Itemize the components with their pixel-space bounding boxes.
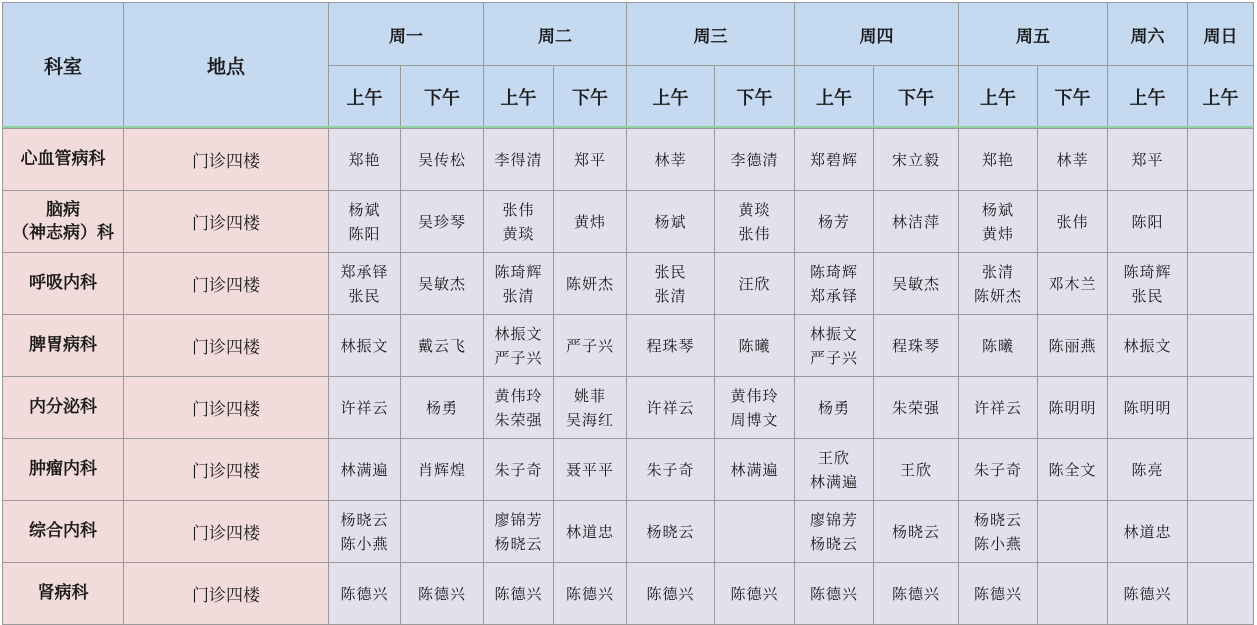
doctor-name: 郑承铎 (809, 286, 858, 305)
doctor-cell (1108, 253, 1188, 315)
doctor-name: 林满遍 (340, 460, 389, 479)
dept-cell (3, 129, 124, 191)
doctor-cell (1188, 129, 1254, 191)
doctor-name: 吴传松 (417, 150, 466, 169)
doctor-name: 张清 (654, 286, 687, 305)
doctor-cell (1038, 315, 1108, 377)
doctor-cell (959, 315, 1038, 377)
doctor-cell (1108, 377, 1188, 439)
doctor-cell (959, 253, 1038, 315)
doctor-cell (627, 253, 715, 315)
am-header: 上午 (329, 66, 401, 129)
schedule-table (2, 2, 1254, 625)
doctor-cell (401, 315, 484, 377)
am-header: 上午 (1188, 66, 1254, 129)
dept-name-line: 呼吸内科 (29, 273, 97, 293)
dept-cell (3, 191, 124, 253)
doctor-name: 陈琦辉 (494, 262, 543, 281)
doctor-name: 杨晓云 (494, 534, 543, 553)
doctor-name: 陈明明 (1048, 398, 1097, 417)
doctor-name: 黄琰 (738, 200, 771, 219)
doctor-name: 郑碧辉 (809, 150, 858, 169)
header-divider (2, 126, 1254, 128)
doctor-cell (874, 501, 959, 563)
doctor-name: 张清 (502, 286, 535, 305)
doctor-cell (484, 315, 554, 377)
doctor-cell (795, 439, 874, 501)
doctor-cell (484, 439, 554, 501)
doctor-cell (627, 191, 715, 253)
doctor-cell (1108, 563, 1188, 625)
doctor-cell (627, 439, 715, 501)
doctor-cell (329, 315, 401, 377)
dept-name-line: 脑病 (46, 199, 80, 220)
doctor-cell (715, 129, 795, 191)
doctor-name: 黄伟玲 (494, 386, 543, 405)
doctor-cell (484, 377, 554, 439)
doctor-name: 杨晓云 (809, 534, 858, 553)
doctor-cell (554, 563, 627, 625)
doctor-name: 林振文 (1123, 336, 1172, 355)
doctor-name: 郑艳 (981, 150, 1014, 169)
doctor-name: 林满遍 (730, 460, 779, 479)
pm-header: 下午 (401, 66, 484, 129)
table-row (3, 191, 1254, 253)
doctor-cell (1038, 129, 1108, 191)
doctor-cell (401, 439, 484, 501)
doctor-name: 郑艳 (348, 150, 381, 169)
day-header-sat: 周六 (1108, 3, 1188, 66)
doctor-name: 陈琦辉 (809, 262, 858, 281)
am-header: 上午 (795, 66, 874, 129)
dept-cell (3, 315, 124, 377)
doctor-name: 严子兴 (809, 348, 858, 367)
table-row (3, 563, 1254, 625)
doctor-cell (401, 191, 484, 253)
doctor-name: 严子兴 (494, 348, 543, 367)
doctor-name: 陈德兴 (494, 584, 543, 603)
doctor-name: 姚菲 (573, 386, 606, 405)
location-cell: 门诊四楼 (124, 439, 329, 501)
doctor-cell (874, 439, 959, 501)
doctor-name: 郑平 (573, 150, 606, 169)
dept-cell (3, 563, 124, 625)
doctor-name: 杨斌 (348, 200, 381, 219)
doctor-name: 陈德兴 (809, 584, 858, 603)
doctor-cell (627, 377, 715, 439)
doctor-name: 林莘 (654, 150, 687, 169)
doctor-name: 朱子奇 (973, 460, 1022, 479)
doctor-cell (795, 253, 874, 315)
doctor-cell (959, 563, 1038, 625)
doctor-name: 廖锦芳 (809, 510, 858, 529)
doctor-cell (715, 253, 795, 315)
doctor-cell (795, 315, 874, 377)
doctor-name: 廖锦芳 (494, 510, 543, 529)
dept-name-line: 综合内科 (29, 521, 97, 541)
doctor-name: 杨勇 (817, 398, 850, 417)
doctor-name: 陈小燕 (340, 534, 389, 553)
doctor-name: 肖辉煌 (417, 460, 466, 479)
doctor-name: 吴海红 (565, 410, 614, 429)
pm-header: 下午 (715, 66, 795, 129)
doctor-name: 黄琰 (502, 224, 535, 243)
am-header: 上午 (484, 66, 554, 129)
doctor-name: 林洁萍 (891, 212, 940, 231)
doctor-cell (401, 377, 484, 439)
doctor-name: 林道忠 (565, 522, 614, 541)
doctor-cell (554, 377, 627, 439)
doctor-cell (1188, 191, 1254, 253)
doctor-name: 陈亮 (1131, 460, 1164, 479)
doctor-cell (874, 253, 959, 315)
doctor-cell (484, 501, 554, 563)
location-cell: 门诊四楼 (124, 253, 329, 315)
doctor-name: 严子兴 (565, 336, 614, 355)
day-header-mon: 周一 (329, 3, 484, 66)
doctor-cell (959, 501, 1038, 563)
doctor-cell (795, 129, 874, 191)
doctor-cell (1108, 439, 1188, 501)
doctor-name: 陈德兴 (417, 584, 466, 603)
doctor-name: 张伟 (1056, 212, 1089, 231)
doctor-name: 陈德兴 (730, 584, 779, 603)
doctor-cell (329, 191, 401, 253)
doctor-cell (959, 439, 1038, 501)
doctor-name: 杨晓云 (973, 510, 1022, 529)
table-row (3, 315, 1254, 377)
am-header: 上午 (959, 66, 1038, 129)
doctor-name: 吴敏杰 (417, 274, 466, 293)
location-cell: 门诊四楼 (124, 377, 329, 439)
doctor-cell (795, 563, 874, 625)
doctor-cell (874, 377, 959, 439)
doctor-name: 陈德兴 (973, 584, 1022, 603)
location-cell: 门诊四楼 (124, 129, 329, 191)
doctor-name: 林满遍 (809, 472, 858, 491)
doctor-name: 陈曦 (738, 336, 771, 355)
doctor-cell (1188, 501, 1254, 563)
doctor-name: 陈阳 (1131, 212, 1164, 231)
doctor-name: 黄炜 (981, 224, 1014, 243)
day-header-tue: 周二 (484, 3, 627, 66)
doctor-name: 陈丽燕 (1048, 336, 1097, 355)
doctor-name: 朱子奇 (646, 460, 695, 479)
doctor-cell (795, 191, 874, 253)
doctor-name: 陈全文 (1048, 460, 1097, 479)
doctor-name: 陈德兴 (891, 584, 940, 603)
doctor-name: 林振文 (494, 324, 543, 343)
doctor-name: 周博文 (730, 410, 779, 429)
pm-header: 下午 (554, 66, 627, 129)
table-row (3, 501, 1254, 563)
doctor-name: 邓木兰 (1048, 274, 1097, 293)
dept-cell (3, 377, 124, 439)
doctor-cell (484, 129, 554, 191)
doctor-cell (484, 253, 554, 315)
doctor-name: 张伟 (502, 200, 535, 219)
doctor-name: 吴敏杰 (891, 274, 940, 293)
doctor-name: 陈妍杰 (565, 274, 614, 293)
doctor-cell (1038, 439, 1108, 501)
doctor-name: 张清 (981, 262, 1014, 281)
doctor-cell (1038, 191, 1108, 253)
doctor-name: 郑平 (1131, 150, 1164, 169)
doctor-name: 黄伟玲 (730, 386, 779, 405)
doctor-name: 陈德兴 (646, 584, 695, 603)
doctor-cell (329, 377, 401, 439)
doctor-name: 郑承铎 (340, 262, 389, 281)
table-row (3, 377, 1254, 439)
doctor-cell (627, 129, 715, 191)
doctor-name: 许祥云 (646, 398, 695, 417)
doctor-name: 王欣 (899, 460, 932, 479)
doctor-cell (401, 129, 484, 191)
doctor-name: 杨晓云 (891, 522, 940, 541)
doctor-name: 张伟 (738, 224, 771, 243)
am-header: 上午 (627, 66, 715, 129)
doctor-cell (715, 439, 795, 501)
doctor-cell (1188, 315, 1254, 377)
doctor-cell (1038, 377, 1108, 439)
doctor-name: 陈德兴 (565, 584, 614, 603)
doctor-name: 张民 (654, 262, 687, 281)
doctor-cell (715, 377, 795, 439)
doctor-name: 朱荣强 (494, 410, 543, 429)
doctor-name: 林道忠 (1123, 522, 1172, 541)
doctor-name: 陈曦 (981, 336, 1014, 355)
doctor-cell (554, 191, 627, 253)
doctor-name: 杨斌 (654, 212, 687, 231)
day-header-fri: 周五 (959, 3, 1108, 66)
doctor-name: 陈德兴 (1123, 584, 1172, 603)
dept-name-line: 内分泌科 (29, 397, 97, 417)
doctor-name: 陈妍杰 (973, 286, 1022, 305)
doctor-name: 汪欣 (738, 274, 771, 293)
location-cell: 门诊四楼 (124, 315, 329, 377)
doctor-cell (554, 501, 627, 563)
location-cell: 门诊四楼 (124, 191, 329, 253)
doctor-cell (959, 129, 1038, 191)
location-header: 地点 (124, 3, 329, 129)
doctor-cell (401, 563, 484, 625)
doctor-cell (329, 129, 401, 191)
doctor-cell (1188, 563, 1254, 625)
doctor-name: 黄炜 (573, 212, 606, 231)
doctor-name: 程珠琴 (891, 336, 940, 355)
doctor-cell (554, 129, 627, 191)
dept-name-line: 肾病科 (37, 583, 89, 603)
doctor-name: 朱子奇 (494, 460, 543, 479)
doctor-cell (1108, 501, 1188, 563)
doctor-cell (329, 563, 401, 625)
doctor-cell (959, 377, 1038, 439)
doctor-name: 杨斌 (981, 200, 1014, 219)
doctor-cell (1038, 501, 1108, 563)
dept-cell (3, 501, 124, 563)
doctor-name: 许祥云 (973, 398, 1022, 417)
doctor-name: 陈琦辉 (1123, 262, 1172, 281)
location-cell: 门诊四楼 (124, 563, 329, 625)
dept-name-line: 肿瘤内科 (29, 459, 97, 479)
doctor-cell (1188, 377, 1254, 439)
doctor-name: 王欣 (817, 448, 850, 467)
doctor-name: 杨芳 (817, 212, 850, 231)
table-body (3, 129, 1254, 625)
doctor-cell (401, 501, 484, 563)
location-cell: 门诊四楼 (124, 501, 329, 563)
doctor-name: 陈小燕 (973, 534, 1022, 553)
doctor-cell (1108, 129, 1188, 191)
doctor-name: 张民 (348, 286, 381, 305)
dept-cell (3, 253, 124, 315)
doctor-cell (484, 563, 554, 625)
doctor-cell (1188, 439, 1254, 501)
doctor-name: 李德清 (730, 150, 779, 169)
doctor-name: 许祥云 (340, 398, 389, 417)
doctor-cell (874, 563, 959, 625)
doctor-name: 聂平平 (565, 460, 614, 479)
doctor-cell (554, 439, 627, 501)
day-header-sun: 周日 (1188, 3, 1254, 66)
doctor-cell (1038, 563, 1108, 625)
day-header-wed: 周三 (627, 3, 795, 66)
doctor-name: 宋立毅 (891, 150, 940, 169)
dept-name-line: 心血管病科 (20, 149, 106, 169)
pm-header: 下午 (1038, 66, 1108, 129)
doctor-cell (959, 191, 1038, 253)
doctor-cell (554, 253, 627, 315)
doctor-cell (715, 501, 795, 563)
doctor-name: 程珠琴 (646, 336, 695, 355)
doctor-cell (627, 315, 715, 377)
doctor-name: 陈阳 (348, 224, 381, 243)
doctor-name: 杨晓云 (340, 510, 389, 529)
pm-header: 下午 (874, 66, 959, 129)
doctor-cell (1188, 253, 1254, 315)
table-row (3, 129, 1254, 191)
doctor-name: 吴珍琴 (417, 212, 466, 231)
table-row (3, 253, 1254, 315)
doctor-name: 李得清 (494, 150, 543, 169)
doctor-cell (329, 501, 401, 563)
doctor-cell (874, 129, 959, 191)
doctor-cell (874, 191, 959, 253)
doctor-cell (401, 253, 484, 315)
dept-cell (3, 439, 124, 501)
day-header-thu: 周四 (795, 3, 959, 66)
doctor-cell (329, 253, 401, 315)
doctor-cell (329, 439, 401, 501)
doctor-cell (874, 315, 959, 377)
doctor-cell (1038, 253, 1108, 315)
table-header (3, 3, 1254, 129)
dept-header: 科室 (3, 3, 124, 129)
doctor-cell (554, 315, 627, 377)
doctor-name: 杨晓云 (646, 522, 695, 541)
doctor-cell (715, 563, 795, 625)
doctor-name: 陈德兴 (340, 584, 389, 603)
doctor-cell (627, 501, 715, 563)
doctor-cell (627, 563, 715, 625)
doctor-name: 朱荣强 (891, 398, 940, 417)
dept-name-line: （神志病）科 (12, 222, 114, 243)
table-row (3, 439, 1254, 501)
dept-name-line: 脾胃病科 (29, 335, 97, 355)
doctor-cell (1108, 191, 1188, 253)
doctor-name: 杨勇 (425, 398, 458, 417)
doctor-name: 林振文 (809, 324, 858, 343)
doctor-name: 张民 (1131, 286, 1164, 305)
doctor-name: 林振文 (340, 336, 389, 355)
am-header: 上午 (1108, 66, 1188, 129)
doctor-name: 林莘 (1056, 150, 1089, 169)
schedule-sheet (2, 2, 1254, 625)
doctor-cell (795, 377, 874, 439)
doctor-cell (715, 191, 795, 253)
doctor-cell (795, 501, 874, 563)
doctor-cell (484, 191, 554, 253)
doctor-name: 戴云飞 (417, 336, 466, 355)
doctor-name: 陈明明 (1123, 398, 1172, 417)
doctor-cell (1108, 315, 1188, 377)
doctor-cell (715, 315, 795, 377)
